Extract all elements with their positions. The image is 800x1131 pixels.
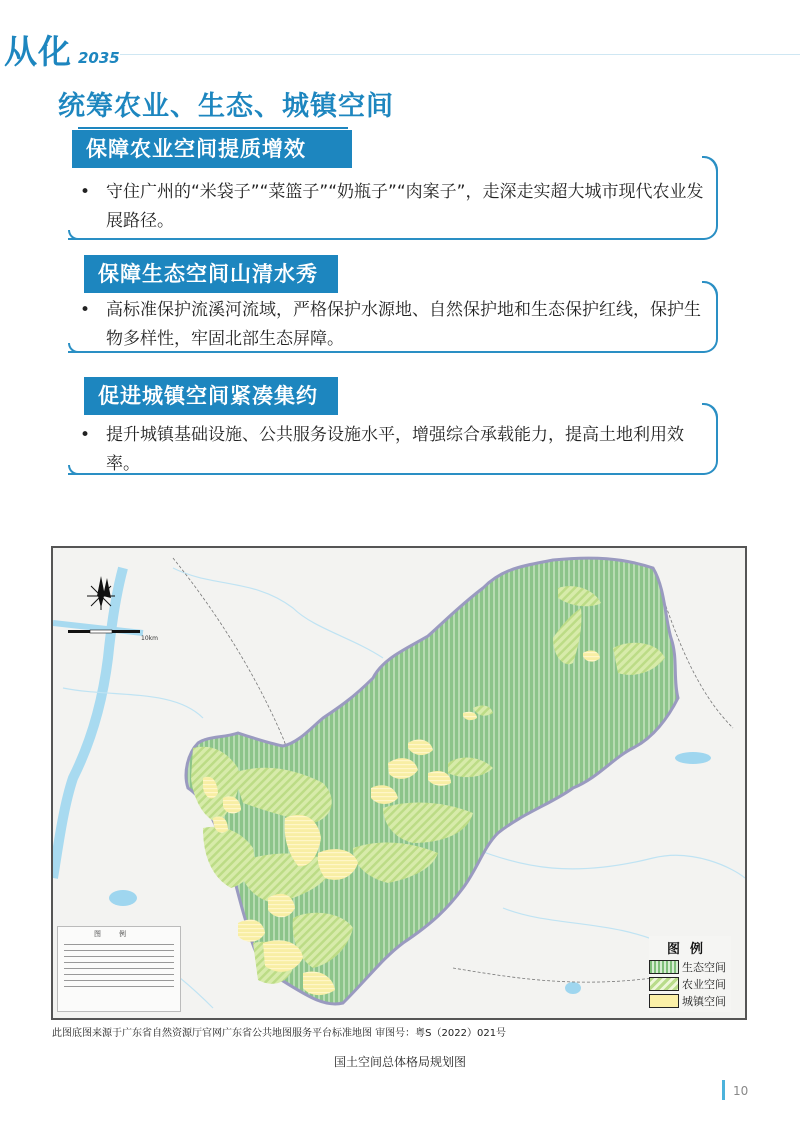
map-caption: 国土空间总体格局规划图 xyxy=(333,1055,466,1069)
legend-label: 生态空间 xyxy=(682,961,726,974)
eco-swatch-icon xyxy=(649,960,679,974)
map-legend xyxy=(649,936,731,1012)
section-heading: 保障生态空间山清水秀 xyxy=(84,255,338,293)
section-text: 高标准保护流溪河流域，严格保护水源地、自然保护地和生态保护红线，保护生物多样性，牢固北部生态屏障。 xyxy=(106,300,701,349)
section-card-agriculture xyxy=(68,130,718,240)
page-number: 10 xyxy=(733,1084,749,1098)
brand-name: 从化 xyxy=(4,32,72,71)
legend-title: 图例 xyxy=(666,942,713,957)
section-body xyxy=(80,178,708,236)
planning-map xyxy=(51,546,747,1020)
brand-year: 2035 xyxy=(78,49,120,67)
legend-item-urban xyxy=(649,993,731,1009)
base-map-legend xyxy=(57,926,181,1012)
header-rule xyxy=(120,54,800,55)
brand-header xyxy=(4,26,120,73)
title-underline xyxy=(78,127,348,129)
section-card-urban xyxy=(68,377,718,477)
map-source-note: 此图底图来源于广东省自然资源厅官网广东省公共地图服务平台标准地图 审图号：粤S（2022）021号 xyxy=(52,1028,507,1039)
agri-swatch-icon xyxy=(649,977,679,991)
section-card-ecology xyxy=(68,255,718,355)
svg-text:10km: 10km xyxy=(141,635,158,642)
section-body xyxy=(80,296,708,354)
legend-item-eco xyxy=(649,959,731,975)
section-heading: 促进城镇空间紧凑集约 xyxy=(84,377,338,415)
legend-label: 城镇空间 xyxy=(682,995,726,1008)
bullet-icon: • xyxy=(80,182,91,202)
section-text: 提升城镇基础设施、公共服务设施水平，增强综合承载能力，提高土地利用效率。 xyxy=(106,425,684,474)
bullet-icon: • xyxy=(80,300,91,320)
legend-item-agri xyxy=(649,976,731,992)
urban-swatch-icon xyxy=(649,994,679,1008)
section-heading: 保障农业空间提质增效 xyxy=(72,130,352,168)
section-body xyxy=(80,421,708,479)
legend-label: 农业空间 xyxy=(682,978,726,991)
bullet-icon: • xyxy=(80,425,91,445)
page-number-bar xyxy=(722,1080,725,1100)
section-text: 守住广州的“米袋子”“菜篮子”“奶瓶子”“肉案子”，走深走实超大城市现代农业发展路径。 xyxy=(106,182,704,231)
base-map-legend-title: 图例 xyxy=(94,930,144,938)
page-title: 统筹农业、生态、城镇空间 xyxy=(58,91,394,122)
